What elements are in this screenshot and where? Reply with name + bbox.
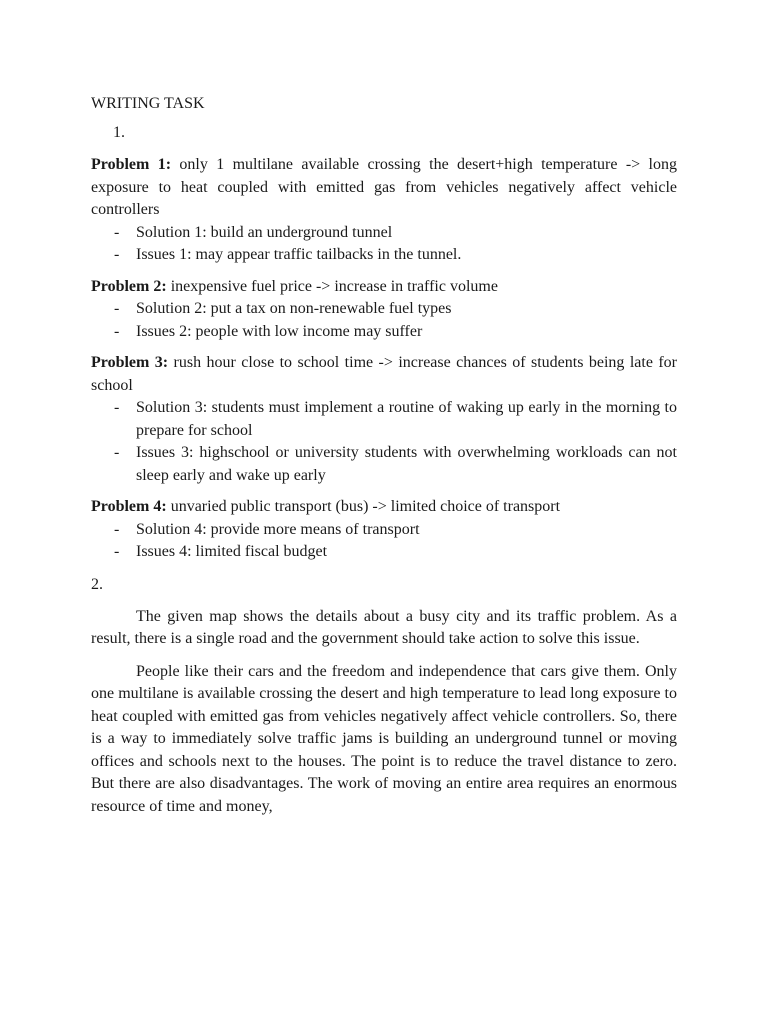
list-item: - Solution 2: put a tax on non-renewable fuel types [91,298,677,321]
problem-2-label: Problem 2: [91,277,167,295]
list-item: - Solution 4: provide more means of transport [91,519,677,542]
problem-1-list [91,222,677,267]
problem-2-list [91,298,677,343]
document-page [91,93,677,818]
document-title: WRITING TASK [91,95,205,112]
list-item: - Solution 3: students must implement a routine of waking up early in the morning to prepare for school [91,397,677,442]
list-item: - Issues 3: highschool or university students with overwhelming workloads can not sleep early and wake up early [91,442,677,487]
list-item: - Issues 2: people with low income may suffer [91,321,677,344]
essay-paragraph-1: The given map shows the details about a busy city and its traffic problem. As a result, there is a single road and the government should take action to solve this issue. [91,607,677,647]
list-item: - Solution 1: build an underground tunnel [91,222,677,245]
problem-4-label: Problem 4: [91,498,167,515]
problem-3-text: rush hour close to school time -> increase chances of students being late for school [91,354,678,394]
list-item: - Issues 4: limited fiscal budget [91,541,677,564]
section-1-number: 1. [113,124,125,141]
problem-2-paragraph [91,276,677,299]
list-item: - Issues 1: may appear traffic tailbacks in the tunnel. [91,244,677,267]
problem-3-paragraph [91,352,677,397]
section-2-number: 2. [91,575,103,593]
problem-1-text: only 1 multilane available crossing the desert+high temperature -> long exposure to heat coupled with emitted gas from vehicles negatively affect vehicle controllers [91,156,677,218]
problem-1-label: Problem 1: [91,156,172,173]
problem-2-text: inexpensive fuel price -> increase in traffic volume [166,277,498,295]
problem-1-paragraph [91,154,677,222]
essay-paragraph-2: People like their cars and the freedom and independence that cars give them. Only one multilane is available crossing the desert and high temperature to lead long exposure to heat coupled with emitted gas from vehicles negatively affect vehicle controllers. So, there is a way to immediately solve traffic jams is building an underground tunnel or moving offices and schools next to the houses. The point is to reduce the travel distance to zero. But there are also disadvantages. The work of moving an entire area requires an enormous resource of time and money, [91,662,677,815]
problem-4-paragraph [91,496,677,519]
problem-4-list [91,519,677,564]
problem-3-list [91,397,677,487]
problem-4-text: unvaried public transport (bus) -> limited choice of transport [166,498,561,515]
problem-3-label: Problem 3: [91,354,169,371]
